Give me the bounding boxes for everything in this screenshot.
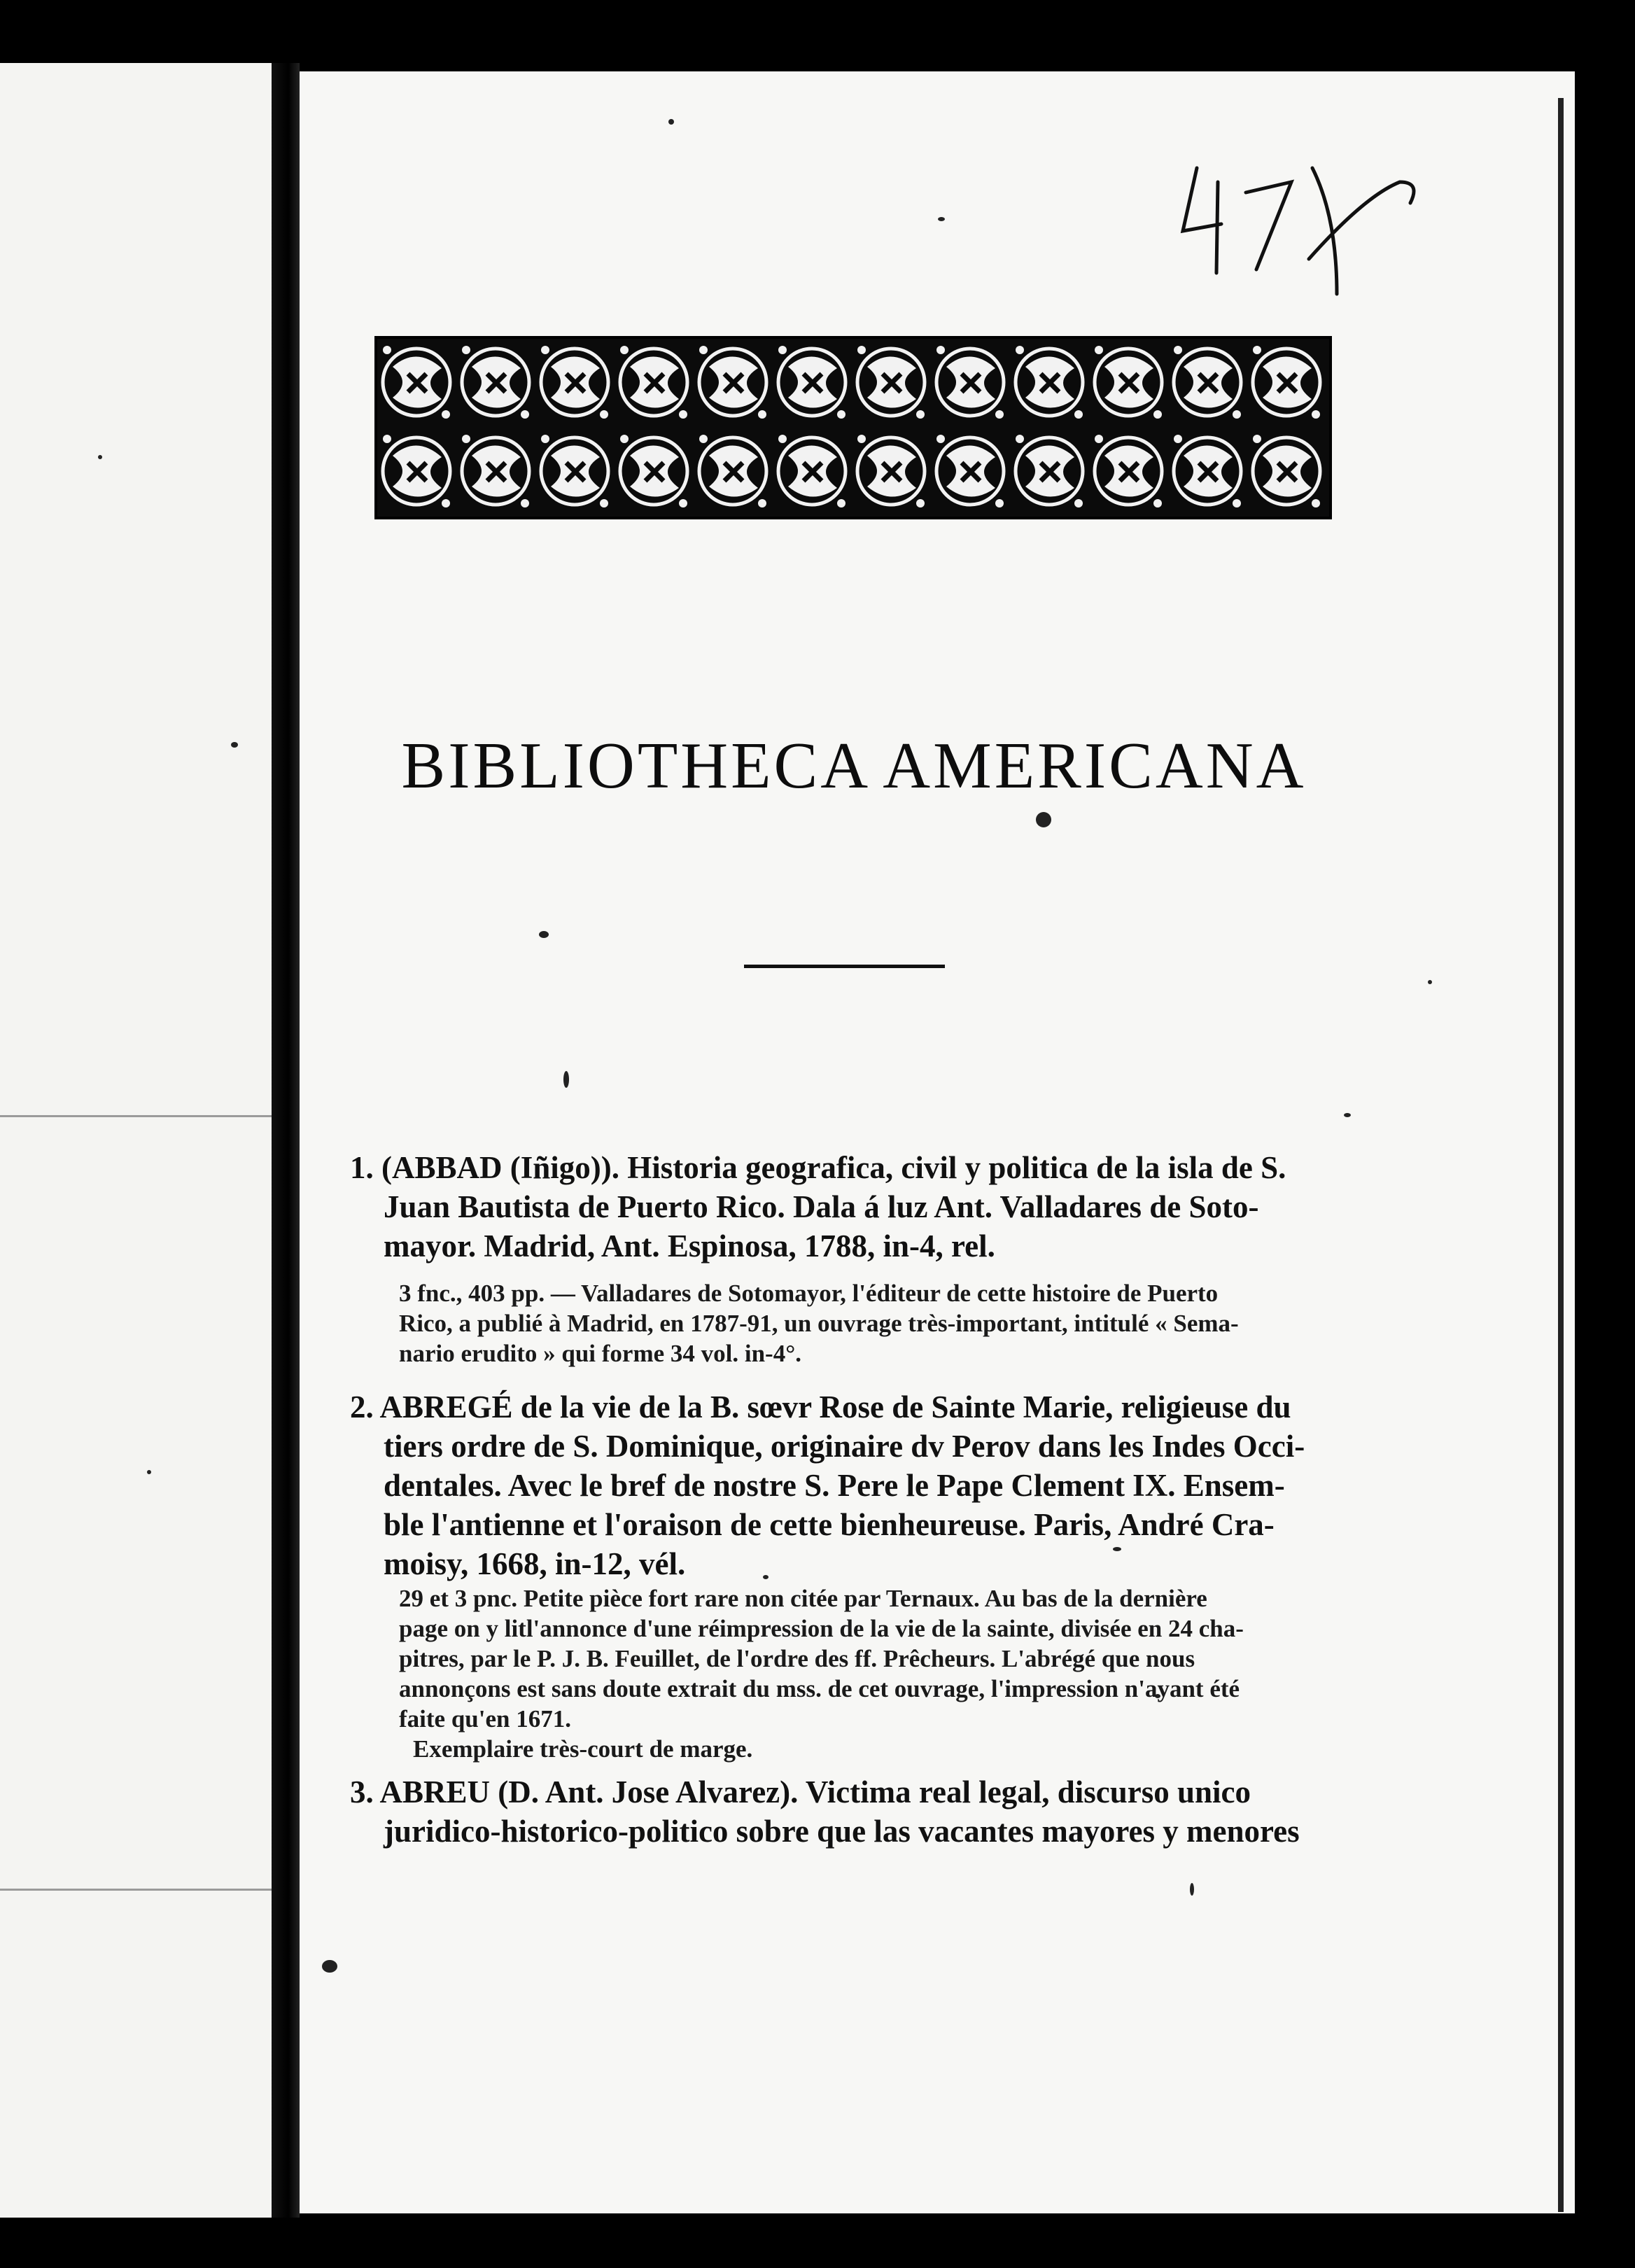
entry-2-line: ble l'antienne et l'oraison de cette bienheureuse. Paris, André Cra- (384, 1507, 1275, 1542)
title-rule (744, 965, 945, 968)
previous-page-rule (0, 1115, 272, 1117)
scan-speck (98, 455, 102, 459)
scan-speck (668, 119, 674, 125)
entry-3-line: juridico-historico-politico sobre que las vacantes mayores y menores (384, 1814, 1300, 1849)
scan-speck (1428, 980, 1432, 984)
page-edge (1558, 98, 1564, 2212)
entry-1-main (350, 1148, 1330, 1266)
handwritten-mark (1169, 140, 1449, 301)
scan-speck (938, 217, 945, 221)
entry-2-note-line: Exemplaire très-court de marge. (413, 1735, 753, 1763)
entry-3-line: 3. ABREU (D. Ant. Jose Alvarez). Victima real legal, discurso unico (350, 1774, 1251, 1809)
entry-1-line: 1. (ABBAD (Iñigo)). Historia geografica, civil y politica de la isla de S. (350, 1150, 1286, 1185)
entry-1-note-line: Rico, a publié à Madrid, en 1787-91, un ouvrage très-important, intitulé « Sema- (399, 1310, 1239, 1337)
entry-2-note-line: page on y litl'annonce d'une réimpression de la vie de la sainte, divisée en 24 cha- (399, 1615, 1244, 1642)
scan-speck (231, 742, 238, 748)
scan-speck (1036, 812, 1051, 827)
entry-2-note-line: 29 et 3 pnc. Petite pièce fort rare non citée par Ternaux. Au bas de la dernière (399, 1585, 1207, 1612)
page-title: BIBLIOTHECA AMERICANA (401, 729, 1307, 802)
scan-frame-right (1583, 0, 1635, 2268)
scan-speck (1190, 1883, 1194, 1896)
entry-2-line: dentales. Avec le bref de nostre S. Pere le Pape Clement IX. Ensem- (384, 1468, 1285, 1503)
scan-frame-top (0, 0, 1635, 63)
entry-1-note (399, 1278, 1323, 1368)
entry-1-line: mayor. Madrid, Ant. Espinosa, 1788, in-4, rel. (384, 1228, 995, 1264)
scan-speck (147, 1470, 151, 1474)
entry-2-line: 2. ABREGÉ de la vie de la B. sœvr Rose de Sainte Marie, religieuse du (350, 1390, 1291, 1424)
ornamental-header-band (374, 336, 1332, 519)
previous-page-edge (0, 63, 272, 2218)
entry-2-main (350, 1387, 1330, 1583)
entry-1-line: Juan Bautista de Puerto Rico. Dala á luz Ant. Valladares de Soto- (384, 1189, 1259, 1224)
entry-2-note-line: pitres, par le P. J. B. Feuillet, de l'ordre des ff. Prêcheurs. L'abrégé que nous (399, 1645, 1195, 1672)
entry-3-main (350, 1772, 1330, 1851)
entry-2-line: moisy, 1668, in-12, vél. (384, 1546, 686, 1581)
entry-2-note (399, 1583, 1323, 1764)
scan-speck (322, 1960, 337, 1973)
book-gutter (272, 63, 300, 2218)
entry-2-note-line: faite qu'en 1671. (399, 1705, 571, 1732)
entry-2-note-line: annonçons est sans doute extrait du mss. de cet ouvrage, l'impression n'ayant été (399, 1675, 1240, 1702)
scan-speck (1344, 1113, 1351, 1117)
previous-page-rule (0, 1889, 272, 1891)
entry-1-note-line: 3 fnc., 403 pp. — Valladares de Sotomayor, l'éditeur de cette histoire de Puerto (399, 1280, 1219, 1307)
entry-1-note-line: nario erudito » qui forme 34 vol. in-4°. (399, 1340, 801, 1367)
scan-frame-bottom (0, 2218, 1635, 2268)
scan-speck (563, 1071, 569, 1088)
scan-speck (539, 931, 549, 938)
entry-2-line: tiers ordre de S. Dominique, originaire dv Perov dans les Indes Occi- (384, 1429, 1305, 1464)
